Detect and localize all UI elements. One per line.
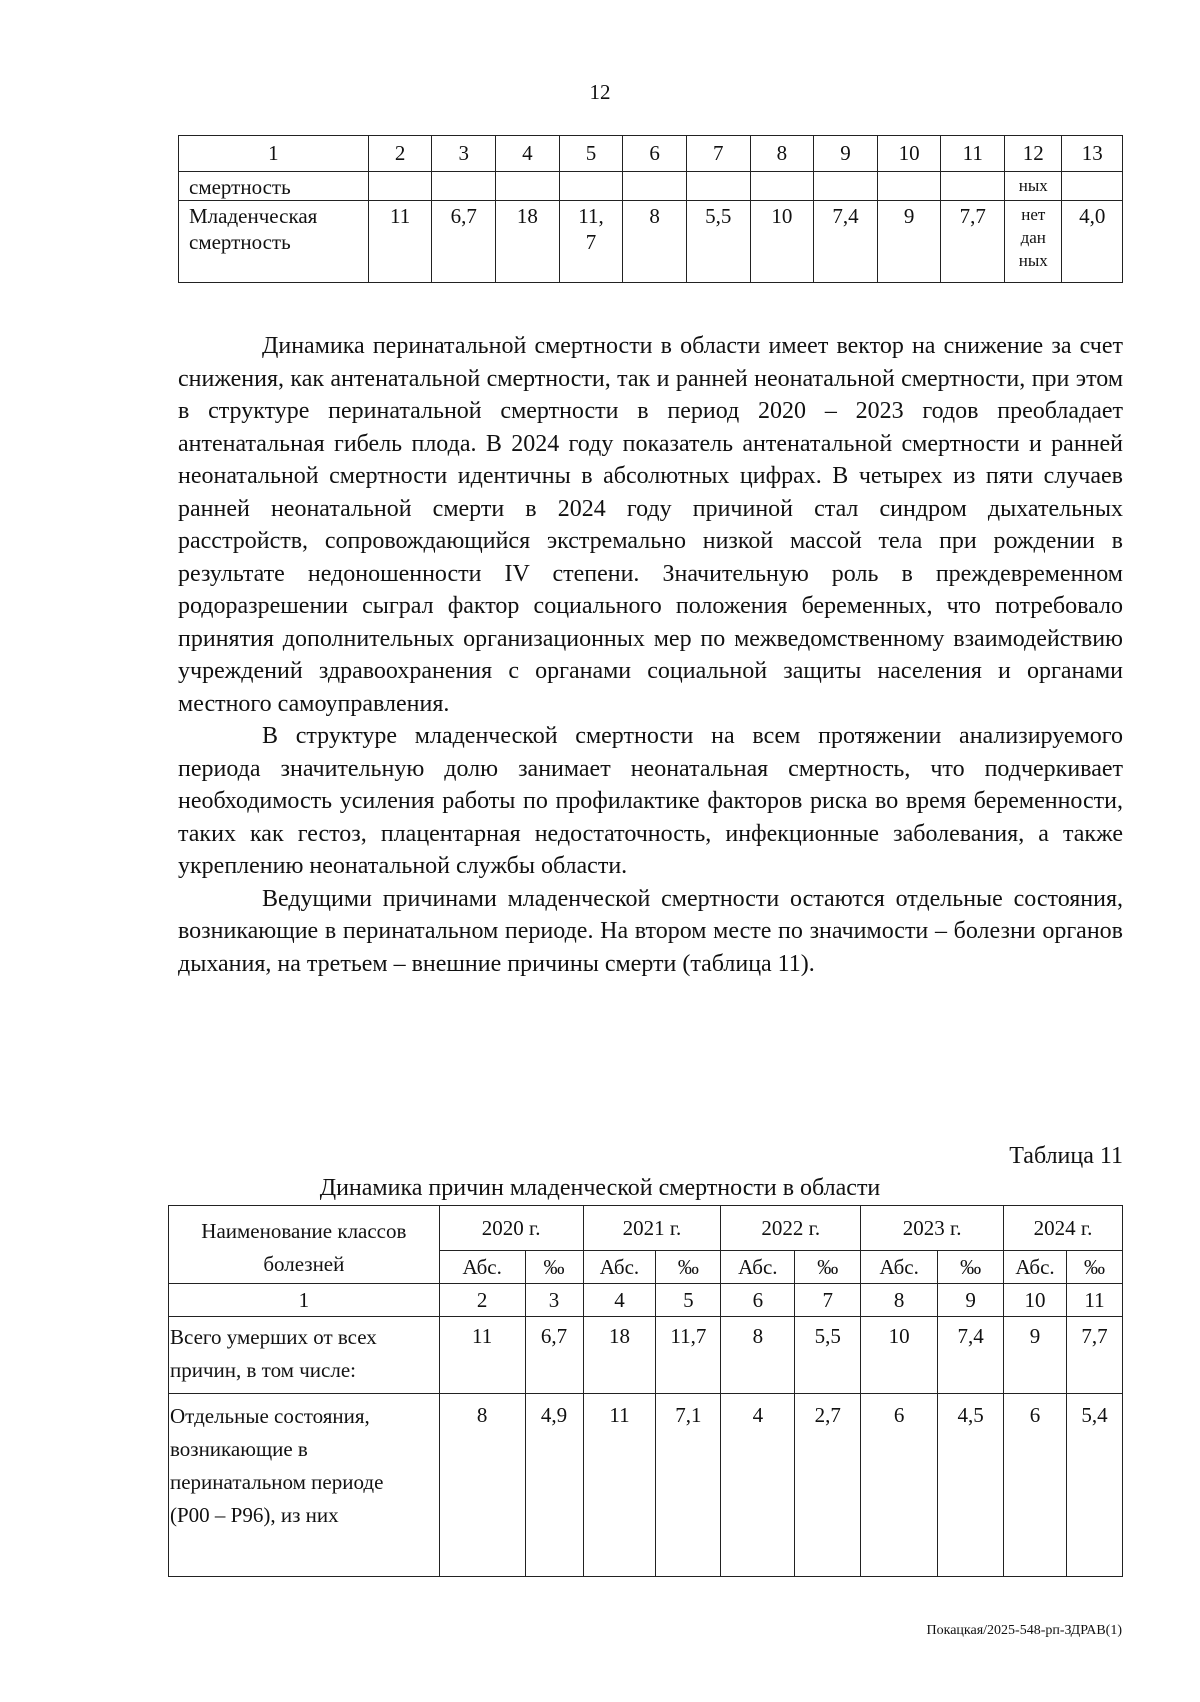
row-label bbox=[179, 201, 369, 283]
header-cell: 8 bbox=[750, 136, 814, 172]
permille-header: ‰ bbox=[1066, 1251, 1122, 1284]
table-cell: 10 bbox=[750, 201, 814, 283]
column-number: 5 bbox=[656, 1284, 721, 1317]
header-cell: 10 bbox=[877, 136, 941, 172]
permille-header: ‰ bbox=[656, 1251, 721, 1284]
abs-header: Абс. bbox=[861, 1251, 938, 1284]
table-cell: 8 bbox=[623, 201, 687, 283]
header-line: болезней bbox=[263, 1251, 345, 1276]
abs-header: Абс. bbox=[583, 1251, 656, 1284]
table-cell: ных bbox=[1005, 172, 1062, 201]
column-number: 3 bbox=[525, 1284, 583, 1317]
table-header-row bbox=[169, 1206, 1123, 1251]
header-cell: 1 bbox=[179, 136, 369, 172]
row-label: смертность bbox=[179, 172, 369, 201]
abs-header: Абс. bbox=[439, 1251, 525, 1284]
permille-header: ‰ bbox=[938, 1251, 1004, 1284]
table-cell: 4,0 bbox=[1062, 201, 1123, 283]
table-cell: 9 bbox=[877, 201, 941, 283]
table-cell: 7,4 bbox=[938, 1317, 1004, 1394]
column-number: 7 bbox=[795, 1284, 861, 1317]
table-cell: 6,7 bbox=[432, 201, 496, 283]
column-number: 10 bbox=[1004, 1284, 1067, 1317]
row-label-line: (P00 – P96), из них bbox=[170, 1503, 339, 1527]
table-cell: 7,7 bbox=[941, 201, 1005, 283]
row-label-line: Отдельные состояния, bbox=[170, 1404, 370, 1428]
paragraph: Динамика перинатальной смертности в области имеет вектор на снижение за счет снижения, как антенатальной смертности, так и ранней неонатальной смертности, при этом в структуре перинатальной смертности в период 2020 – 2023 годов преобладает антенатальная гибель плода. В 2024 году показатель антенатальной смертности и ранней неонатальной смертности идентичны в абсолютных цифрах. В четырех из пяти случаев ранней неонатальной смерти в 2024 году причиной стал синдром дыхательных расстройств, сопровождающийся экстремально низкой массой тела при рождении в результате недоношенности IV степени. Значительную роль в преждевременном родоразрешении сыграл фактор социального положения беременных, что потребовало принятия дополнительных организационных мер по межведомственному взаимодействию учреждений здравоохранения с органами социальной защиты населения и органами местного самоуправления. bbox=[178, 333, 1123, 717]
row-label-line: причин, в том числе: bbox=[170, 1358, 356, 1382]
column-number: 11 bbox=[1066, 1284, 1122, 1317]
cell-line: 11, bbox=[578, 204, 604, 228]
table-cell: 8 bbox=[439, 1394, 525, 1577]
permille-header: ‰ bbox=[525, 1251, 583, 1284]
permille-header: ‰ bbox=[795, 1251, 861, 1284]
table-header-row bbox=[179, 136, 1123, 172]
table-row bbox=[169, 1317, 1123, 1394]
column-header-label bbox=[169, 1206, 440, 1284]
abs-header: Абс. bbox=[1004, 1251, 1067, 1284]
cell-line: нет bbox=[1021, 205, 1046, 224]
row-label-line: перинатальном периоде bbox=[170, 1470, 384, 1494]
year-header: 2022 г. bbox=[721, 1206, 861, 1251]
table-cell: 4 bbox=[721, 1394, 795, 1577]
table-label: Таблица 11 bbox=[1009, 1143, 1123, 1169]
table-cell: 18 bbox=[496, 201, 560, 283]
cell-line: ных bbox=[1018, 251, 1048, 270]
row-label bbox=[169, 1317, 440, 1394]
table-cell: 11,7 bbox=[656, 1317, 721, 1394]
header-cell: 4 bbox=[496, 136, 560, 172]
table-row bbox=[179, 201, 1123, 283]
row-label-line: возникающие в bbox=[170, 1437, 308, 1461]
table-cell: 8 bbox=[721, 1317, 795, 1394]
column-number: 6 bbox=[721, 1284, 795, 1317]
year-header: 2021 г. bbox=[583, 1206, 721, 1251]
table-cell: 5,5 bbox=[686, 201, 750, 283]
table-cell: 10 bbox=[861, 1317, 938, 1394]
row-label bbox=[169, 1394, 440, 1577]
row-label-line: Всего умерших от всех bbox=[170, 1325, 377, 1349]
table-cell: 7,7 bbox=[1066, 1317, 1122, 1394]
table-cell: 11 bbox=[583, 1394, 656, 1577]
body-text bbox=[178, 330, 1123, 980]
page-number: 12 bbox=[589, 80, 611, 104]
table-row bbox=[169, 1394, 1123, 1577]
causes-of-infant-mortality-table bbox=[168, 1205, 1123, 1577]
header-cell: 11 bbox=[941, 136, 1005, 172]
paragraph: Ведущими причинами младенческой смертности остаются отдельные состояния, возникающие в перинатальном периоде. На втором месте по значимости – болезни органов дыхания, на третьем – внешние причины смерти (таблица 11). bbox=[178, 885, 1123, 977]
table-row bbox=[179, 172, 1123, 201]
table-cell: 11 bbox=[368, 201, 432, 283]
table-cell: 11 bbox=[439, 1317, 525, 1394]
column-number: 4 bbox=[583, 1284, 656, 1317]
column-number: 2 bbox=[439, 1284, 525, 1317]
column-number: 8 bbox=[861, 1284, 938, 1317]
table-cell: 7,4 bbox=[814, 201, 878, 283]
year-header: 2023 г. bbox=[861, 1206, 1004, 1251]
table-cell: 9 bbox=[1004, 1317, 1067, 1394]
table-title: Динамика причин младенческой смертности в области bbox=[319, 1175, 881, 1201]
table-cell: 4,9 bbox=[525, 1394, 583, 1577]
table-cell bbox=[559, 201, 623, 283]
table-cell: 18 bbox=[583, 1317, 656, 1394]
table-cell: 2,7 bbox=[795, 1394, 861, 1577]
column-number-row bbox=[169, 1284, 1123, 1317]
cell-line: 7 bbox=[585, 230, 597, 254]
column-number: 1 bbox=[169, 1284, 440, 1317]
paragraph: В структуре младенческой смертности на всем протяжении анализируемого периода значительную долю занимает неонатальная смертность, что подчеркивает необходимость усиления работы по профилактике факторов риска во время беременности, таких как гестоз, плацентарная недостаточность, инфекционные заболевания, а также укреплению неонатальной службы области. bbox=[178, 723, 1123, 879]
header-cell: 5 bbox=[559, 136, 623, 172]
document-footer-id: Покацкая/2025-548-рп-ЗДРАВ(1) bbox=[926, 1623, 1122, 1638]
row-label-line: Младенческая bbox=[189, 204, 318, 228]
table-cell bbox=[1005, 201, 1062, 283]
row-label-line: смертность bbox=[189, 230, 291, 254]
header-cell: 3 bbox=[432, 136, 496, 172]
header-cell: 7 bbox=[686, 136, 750, 172]
table-cell: 7,1 bbox=[656, 1394, 721, 1577]
table-cell: 4,5 bbox=[938, 1394, 1004, 1577]
table-cell: 5,5 bbox=[795, 1317, 861, 1394]
header-line: Наименование классов bbox=[201, 1218, 407, 1243]
table-cell: 5,4 bbox=[1066, 1394, 1122, 1577]
header-cell: 12 bbox=[1005, 136, 1062, 172]
year-header: 2024 г. bbox=[1004, 1206, 1123, 1251]
table-cell: 6 bbox=[1004, 1394, 1067, 1577]
abs-header: Абс. bbox=[721, 1251, 795, 1284]
table-cell: 6 bbox=[861, 1394, 938, 1577]
header-cell: 2 bbox=[368, 136, 432, 172]
header-cell: 9 bbox=[814, 136, 878, 172]
table-cell: 6,7 bbox=[525, 1317, 583, 1394]
year-header: 2020 г. bbox=[439, 1206, 583, 1251]
header-cell: 6 bbox=[623, 136, 687, 172]
column-number: 9 bbox=[938, 1284, 1004, 1317]
infant-mortality-continuation-table bbox=[178, 135, 1123, 283]
header-cell: 13 bbox=[1062, 136, 1123, 172]
cell-line: дан bbox=[1020, 228, 1046, 247]
